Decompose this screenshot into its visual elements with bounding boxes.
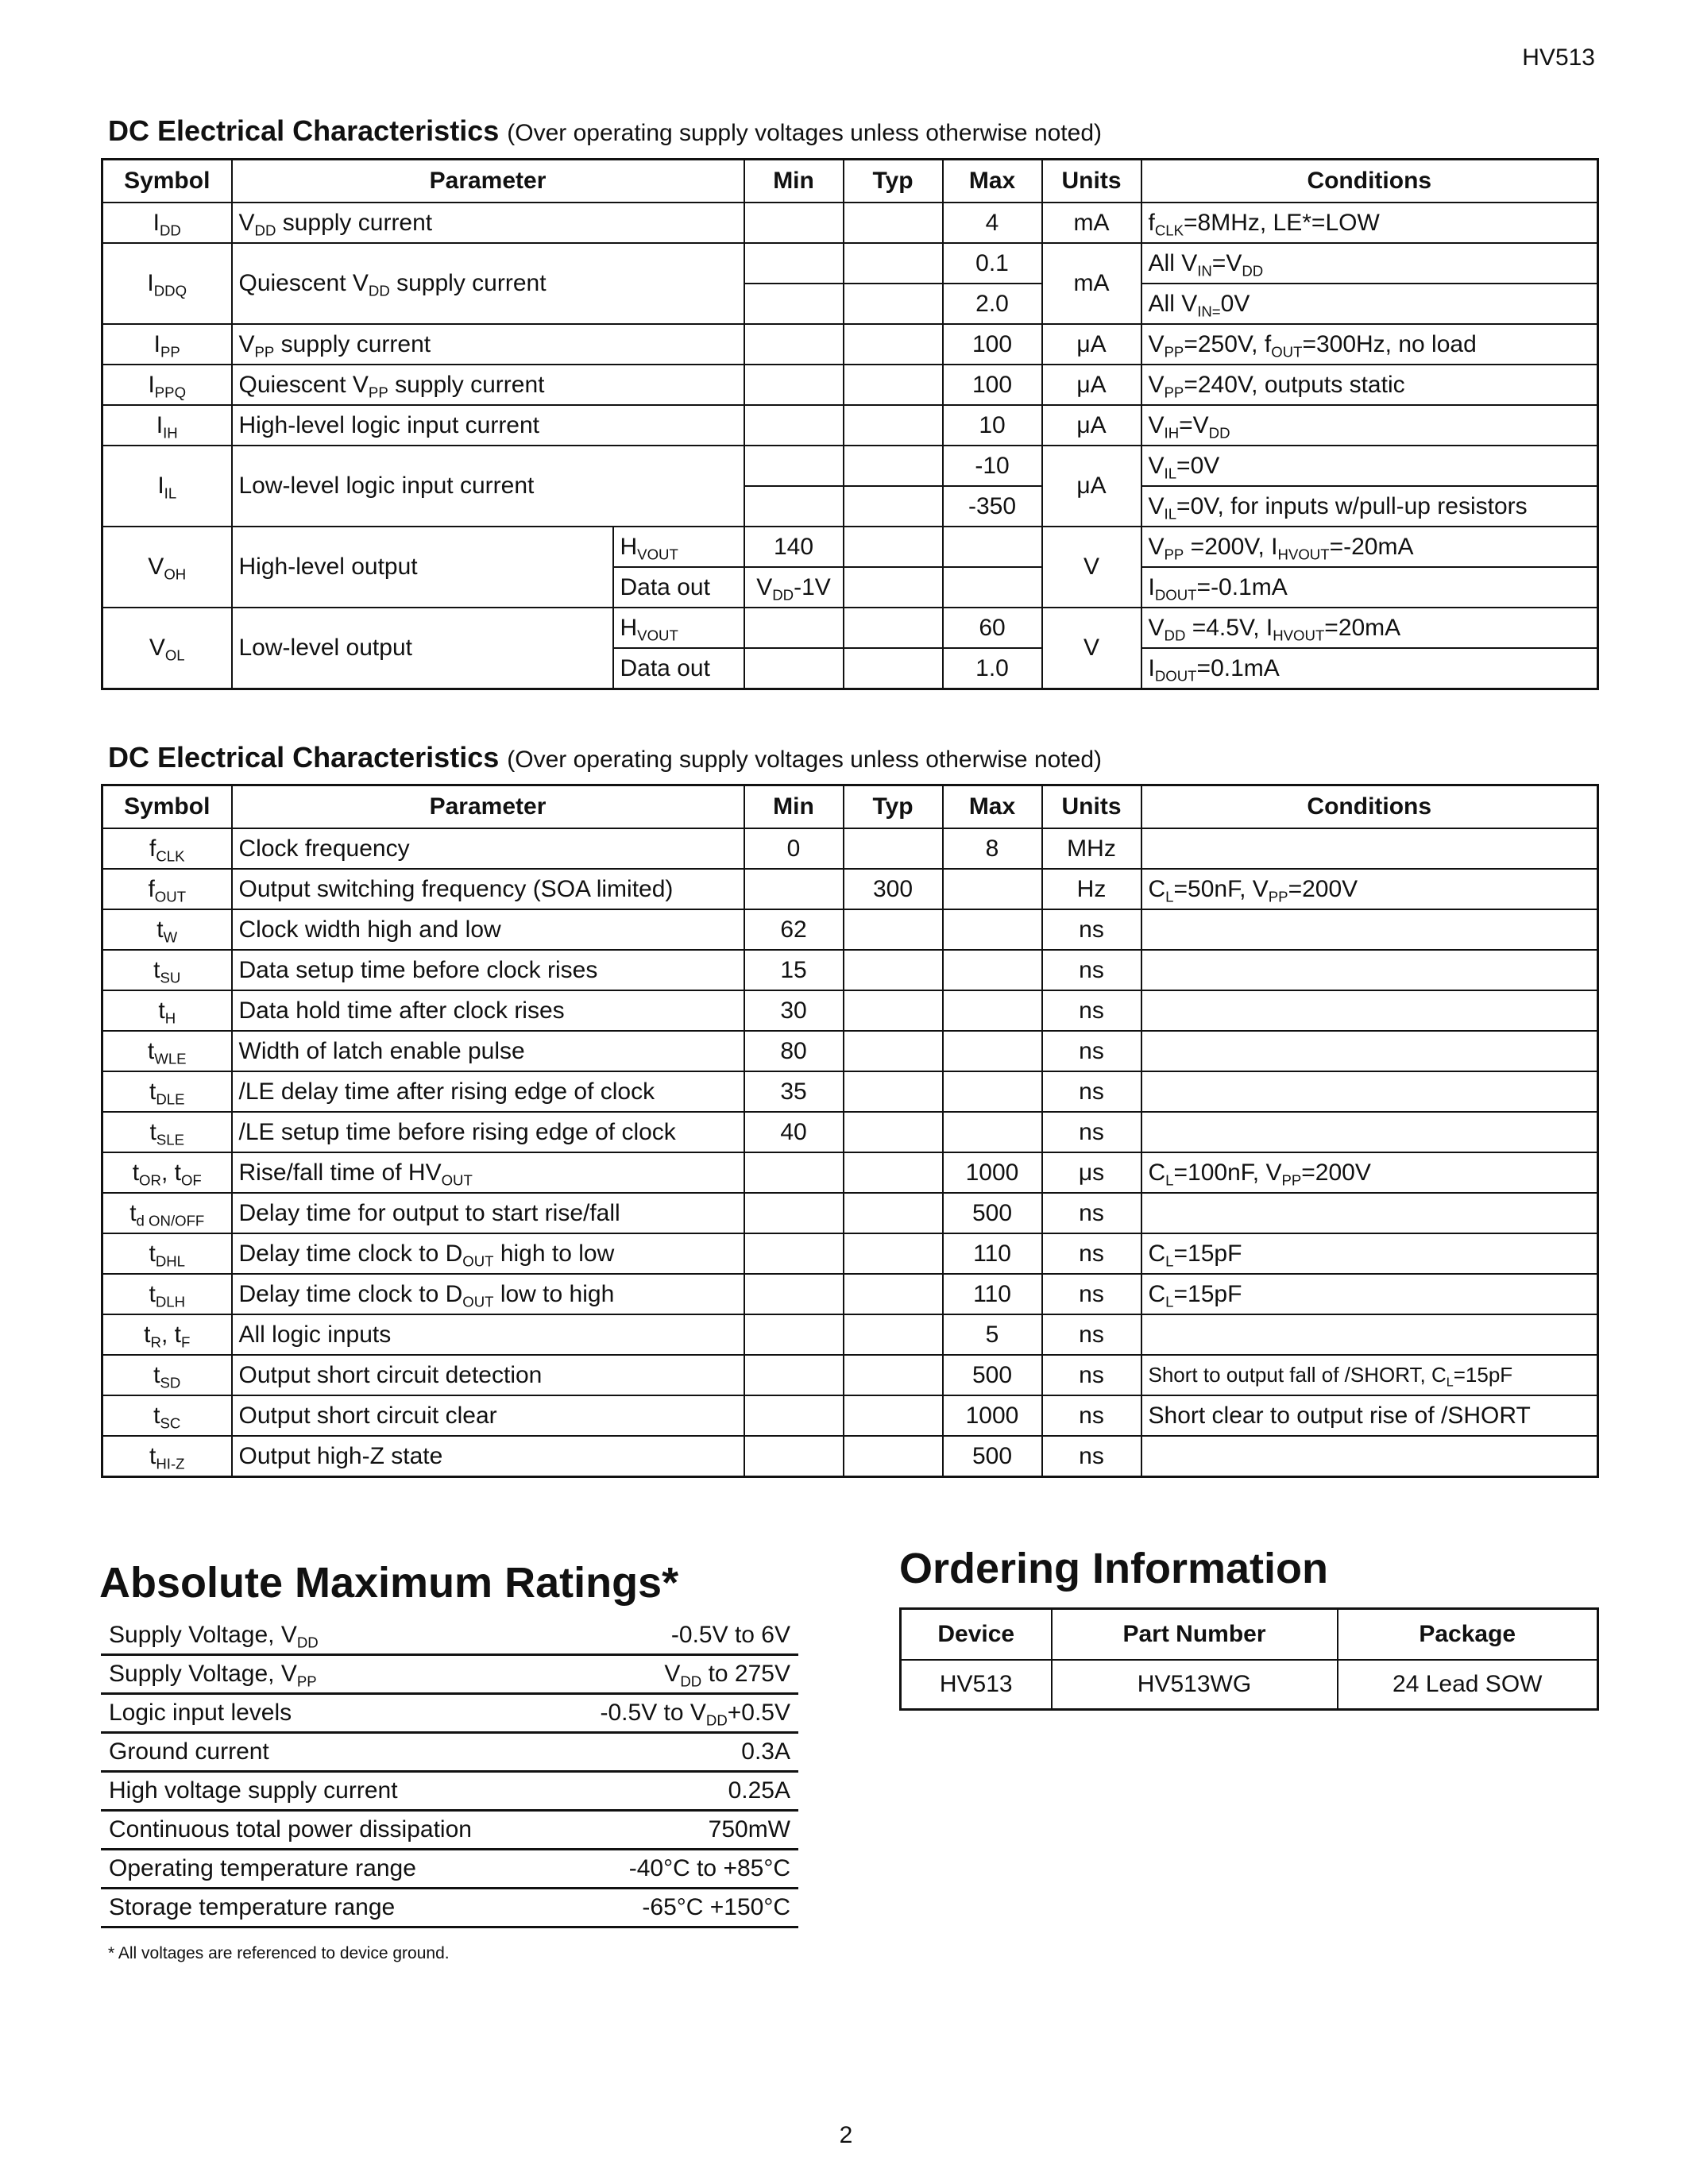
symbol-cell: $I_{PPQ}$	[102, 365, 232, 405]
min-cell	[744, 284, 844, 324]
table-row	[102, 243, 1598, 284]
dc1-col-min: Min	[744, 160, 844, 203]
typ-cell	[844, 1274, 943, 1314]
ordering-col-package: Package	[1338, 1609, 1598, 1661]
absolute-maximum-ratings-title: Absolute Maximum Ratings*	[99, 1559, 679, 1607]
table-row	[102, 990, 1598, 1031]
parameter-cell: Low-level output	[232, 608, 613, 689]
table-row	[102, 828, 1598, 869]
typ-cell	[844, 608, 943, 648]
rating-label: High voltage supply current	[101, 1772, 553, 1811]
conditions-cell: $V_{IL}=0V$	[1141, 446, 1598, 486]
dc1-col-max: Max	[943, 160, 1042, 203]
typ-cell	[844, 648, 943, 689]
conditions-cell	[1141, 1314, 1598, 1355]
table-row	[101, 1655, 798, 1694]
dc1-title-text: DC Electrical Characteristics	[108, 114, 500, 147]
conditions-cell: $V_{PP}=250V$, $f_{OUT}=300Hz$, no load	[1141, 324, 1598, 365]
symbol-cell: $I_{DDQ}$	[102, 243, 232, 324]
ordering-information-table	[899, 1607, 1599, 1711]
max-cell: 2.0	[943, 284, 1042, 324]
symbol-cell: $f_{CLK}$	[102, 828, 232, 869]
absolute-maximum-ratings-table	[101, 1617, 798, 1928]
units-cell: Hz	[1042, 869, 1141, 909]
sub-parameter-cell: $H_{VOUT}$	[613, 527, 744, 567]
table-row	[102, 1314, 1598, 1355]
dc2-col-max: Max	[943, 785, 1042, 829]
ordering-col-part-number: Part Number	[1052, 1609, 1338, 1661]
max-cell	[943, 869, 1042, 909]
dc2-title-text: DC Electrical Characteristics	[108, 741, 500, 774]
package-cell: 24 Lead SOW	[1338, 1660, 1598, 1710]
min-cell	[744, 1436, 844, 1477]
min-cell	[744, 1314, 844, 1355]
conditions-cell: $V_{IL}=0V$, for inputs w/pull-up resistors	[1141, 486, 1598, 527]
parameter-cell: Delay time for output to start rise/fall	[232, 1193, 744, 1233]
min-cell: 0	[744, 828, 844, 869]
dc2-title-note: (Over operating supply voltages unless otherwise noted)	[507, 747, 1103, 773]
typ-cell	[844, 990, 943, 1031]
symbol-cell: $t_{SU}$	[102, 950, 232, 990]
table-row	[102, 1436, 1598, 1477]
typ-cell: 300	[844, 869, 943, 909]
table-row	[102, 608, 1598, 648]
min-cell: 30	[744, 990, 844, 1031]
dc2-table	[101, 784, 1599, 1478]
dc1-table	[101, 158, 1599, 690]
units-cell: ns	[1042, 1071, 1141, 1112]
typ-cell	[844, 828, 943, 869]
conditions-cell: All $V_{IN=}0V$	[1141, 284, 1598, 324]
rating-value: -0.5V to $V_{DD}+0.5V$	[553, 1694, 798, 1733]
parameter-cell: Output high-Z state	[232, 1436, 744, 1477]
units-cell: mA	[1042, 243, 1141, 324]
dc1-title-note: (Over operating supply voltages unless otherwise noted)	[507, 120, 1103, 146]
symbol-cell: $I_{IH}$	[102, 405, 232, 446]
min-cell	[744, 365, 844, 405]
min-cell	[744, 869, 844, 909]
table-row	[101, 1733, 798, 1772]
symbol-cell: $t_R$, $t_F$	[102, 1314, 232, 1355]
table-row	[101, 1811, 798, 1850]
parameter-cell: $V_{DD}$ supply current	[232, 203, 744, 243]
parameter-cell: Output switching frequency (SOA limited)	[232, 869, 744, 909]
symbol-cell: $t_{DLE}$	[102, 1071, 232, 1112]
parameter-cell: Low-level logic input current	[232, 446, 744, 527]
sub-parameter-cell: $H_{VOUT}$	[613, 608, 744, 648]
dc1-col-parameter: Parameter	[232, 160, 744, 203]
max-cell: 1000	[943, 1395, 1042, 1436]
max-cell: -350	[943, 486, 1042, 527]
max-cell	[943, 909, 1042, 950]
conditions-cell	[1141, 1071, 1598, 1112]
parameter-cell: All logic inputs	[232, 1314, 744, 1355]
typ-cell	[844, 486, 943, 527]
units-cell: ns	[1042, 1274, 1141, 1314]
typ-cell	[844, 527, 943, 567]
units-cell: ns	[1042, 1314, 1141, 1355]
parameter-cell: Data setup time before clock rises	[232, 950, 744, 990]
parameter-cell: Width of latch enable pulse	[232, 1031, 744, 1071]
typ-cell	[844, 1193, 943, 1233]
parameter-cell: Rise/fall time of $HV_{OUT}$	[232, 1152, 744, 1193]
min-cell: 62	[744, 909, 844, 950]
conditions-cell: $I_{DOUT}=-0.1mA$	[1141, 567, 1598, 608]
max-cell: 500	[943, 1355, 1042, 1395]
conditions-cell: $C_L=15pF$	[1141, 1233, 1598, 1274]
conditions-cell: $V_{IH}=V_{DD}$	[1141, 405, 1598, 446]
typ-cell	[844, 324, 943, 365]
conditions-cell	[1141, 1112, 1598, 1152]
table-row	[102, 365, 1598, 405]
max-cell: 1000	[943, 1152, 1042, 1193]
conditions-cell	[1141, 909, 1598, 950]
units-cell: μA	[1042, 405, 1141, 446]
parameter-cell: /LE setup time before rising edge of clock	[232, 1112, 744, 1152]
rating-label: Storage temperature range	[101, 1889, 553, 1927]
ordering-col-device: Device	[901, 1609, 1052, 1661]
max-cell: -10	[943, 446, 1042, 486]
dc2-col-typ: Typ	[844, 785, 943, 829]
dc1-col-symbol: Symbol	[102, 160, 232, 203]
rating-value: 750mW	[553, 1811, 798, 1850]
conditions-cell: Short clear to output rise of /SHORT	[1141, 1395, 1598, 1436]
units-cell: μs	[1042, 1152, 1141, 1193]
typ-cell	[844, 1314, 943, 1355]
symbol-cell: $I_{DD}$	[102, 203, 232, 243]
dc2-col-parameter: Parameter	[232, 785, 744, 829]
max-cell	[943, 950, 1042, 990]
symbol-cell: $t_{DLH}$	[102, 1274, 232, 1314]
max-cell: 4	[943, 203, 1042, 243]
max-cell	[943, 567, 1042, 608]
dc1-col-typ: Typ	[844, 160, 943, 203]
min-cell: 35	[744, 1071, 844, 1112]
typ-cell	[844, 1152, 943, 1193]
table-row	[102, 405, 1598, 446]
dc2-header-row	[102, 785, 1598, 829]
rating-label: Logic input levels	[101, 1694, 553, 1733]
min-cell	[744, 1274, 844, 1314]
units-cell: ns	[1042, 990, 1141, 1031]
min-cell	[744, 608, 844, 648]
ordering-information-title: Ordering Information	[899, 1545, 1328, 1592]
symbol-cell: $t_{SLE}$	[102, 1112, 232, 1152]
rating-label: Ground current	[101, 1733, 553, 1772]
min-cell	[744, 1355, 844, 1395]
dc1-col-conditions: Conditions	[1141, 160, 1598, 203]
rating-value: -40°C to +85°C	[553, 1850, 798, 1889]
ratings-footnote: * All voltages are referenced to device ground.	[108, 1944, 450, 1962]
min-cell	[744, 1193, 844, 1233]
symbol-cell: $V_{OH}$	[102, 527, 232, 608]
units-cell: ns	[1042, 950, 1141, 990]
typ-cell	[844, 1233, 943, 1274]
symbol-cell: $t_{d ON/OFF}$	[102, 1193, 232, 1233]
rating-label: Supply Voltage, $V_{PP}$	[101, 1655, 553, 1694]
dc2-col-units: Units	[1042, 785, 1141, 829]
part-number-cell: HV513WG	[1052, 1660, 1338, 1710]
sub-parameter-cell: Data out	[613, 567, 744, 608]
typ-cell	[844, 405, 943, 446]
units-cell: MHz	[1042, 828, 1141, 869]
min-cell	[744, 1395, 844, 1436]
conditions-cell: $I_{DOUT}=0.1mA$	[1141, 648, 1598, 689]
conditions-cell: $C_L=50nF$, $V_{PP}=200V$	[1141, 869, 1598, 909]
table-row	[102, 1233, 1598, 1274]
rating-value: 0.3A	[553, 1733, 798, 1772]
typ-cell	[844, 243, 943, 284]
table-row	[102, 1152, 1598, 1193]
max-cell: 1.0	[943, 648, 1042, 689]
conditions-cell	[1141, 1436, 1598, 1477]
conditions-cell: $V_{PP} =200V$, $I_{HVOUT}=-20mA$	[1141, 527, 1598, 567]
typ-cell	[844, 1355, 943, 1395]
parameter-cell: Quiescent $V_{DD}$ supply current	[232, 243, 744, 324]
parameter-cell: Delay time clock to $D_{OUT}$ high to low	[232, 1233, 744, 1274]
table-row	[102, 950, 1598, 990]
min-cell	[744, 405, 844, 446]
conditions-cell: $V_{PP}=240V$, outputs static	[1141, 365, 1598, 405]
max-cell: 500	[943, 1436, 1042, 1477]
typ-cell	[844, 1112, 943, 1152]
typ-cell	[844, 1395, 943, 1436]
conditions-cell	[1141, 1193, 1598, 1233]
symbol-cell: $f_{OUT}$	[102, 869, 232, 909]
conditions-cell: $V_{DD} =4.5V$, $I_{HVOUT}=20mA$	[1141, 608, 1598, 648]
dc1-header-row	[102, 160, 1598, 203]
units-cell: V	[1042, 527, 1141, 608]
units-cell: ns	[1042, 1233, 1141, 1274]
max-cell: 500	[943, 1193, 1042, 1233]
rating-value: -65°C +150°C	[553, 1889, 798, 1927]
typ-cell	[844, 203, 943, 243]
conditions-cell: $f_{CLK}=8MHz$, LE*=LOW	[1141, 203, 1598, 243]
table-row	[101, 1772, 798, 1811]
parameter-cell: Delay time clock to $D_{OUT}$ low to high	[232, 1274, 744, 1314]
min-cell: 140	[744, 527, 844, 567]
symbol-cell: $t_W$	[102, 909, 232, 950]
rating-label: Continuous total power dissipation	[101, 1811, 553, 1850]
typ-cell	[844, 1436, 943, 1477]
max-cell: 10	[943, 405, 1042, 446]
typ-cell	[844, 446, 943, 486]
symbol-cell: $t_H$	[102, 990, 232, 1031]
rating-label: Supply Voltage, $V_{DD}$	[101, 1617, 553, 1655]
document-id: HV513	[1522, 44, 1595, 71]
conditions-cell: Short to output fall of /SHORT, $C_L=15pF$	[1141, 1355, 1598, 1395]
max-cell	[943, 1112, 1042, 1152]
symbol-cell: $t_{DHL}$	[102, 1233, 232, 1274]
units-cell: ns	[1042, 1112, 1141, 1152]
parameter-cell: Output short circuit detection	[232, 1355, 744, 1395]
max-cell: 110	[943, 1274, 1042, 1314]
parameter-cell: Data hold time after clock rises	[232, 990, 744, 1031]
parameter-cell: /LE delay time after rising edge of clock	[232, 1071, 744, 1112]
parameter-cell: Quiescent $V_{PP}$ supply current	[232, 365, 744, 405]
min-cell	[744, 446, 844, 486]
symbol-cell: $V_{OL}$	[102, 608, 232, 689]
typ-cell	[844, 909, 943, 950]
symbol-cell: $t_{HI-Z}$	[102, 1436, 232, 1477]
conditions-cell	[1141, 990, 1598, 1031]
max-cell	[943, 1071, 1042, 1112]
table-row	[102, 869, 1598, 909]
max-cell	[943, 990, 1042, 1031]
max-cell: 110	[943, 1233, 1042, 1274]
typ-cell	[844, 1031, 943, 1071]
rating-value: -0.5V to 6V	[553, 1617, 798, 1655]
typ-cell	[844, 284, 943, 324]
max-cell: 8	[943, 828, 1042, 869]
parameter-cell: Clock width high and low	[232, 909, 744, 950]
units-cell: μA	[1042, 365, 1141, 405]
symbol-cell: $t_{OR}$, $t_{OF}$	[102, 1152, 232, 1193]
table-row	[101, 1889, 798, 1927]
min-cell	[744, 1152, 844, 1193]
table-row	[101, 1617, 798, 1655]
units-cell: ns	[1042, 1355, 1141, 1395]
table-row	[102, 1355, 1598, 1395]
table-row	[102, 1031, 1598, 1071]
table-row	[102, 1193, 1598, 1233]
units-cell: ns	[1042, 1436, 1141, 1477]
units-cell: μA	[1042, 324, 1141, 365]
symbol-cell: $t_{WLE}$	[102, 1031, 232, 1071]
table-row	[102, 909, 1598, 950]
table-row	[102, 203, 1598, 243]
symbol-cell: $t_{SD}$	[102, 1355, 232, 1395]
table-row	[102, 1112, 1598, 1152]
conditions-cell: $C_L=15pF$	[1141, 1274, 1598, 1314]
max-cell: 100	[943, 324, 1042, 365]
typ-cell	[844, 567, 943, 608]
rating-label: Operating temperature range	[101, 1850, 553, 1889]
table-row	[102, 1395, 1598, 1436]
dc1-title	[108, 114, 1102, 148]
typ-cell	[844, 1071, 943, 1112]
max-cell: 5	[943, 1314, 1042, 1355]
min-cell: 80	[744, 1031, 844, 1071]
units-cell: V	[1042, 608, 1141, 689]
typ-cell	[844, 950, 943, 990]
conditions-cell	[1141, 950, 1598, 990]
conditions-cell: All $V_{IN}=V_{DD}$	[1141, 243, 1598, 284]
table-row	[101, 1850, 798, 1889]
max-cell: 0.1	[943, 243, 1042, 284]
units-cell: μA	[1042, 446, 1141, 527]
max-cell	[943, 1031, 1042, 1071]
symbol-cell: $I_{IL}$	[102, 446, 232, 527]
symbol-cell: $t_{SC}$	[102, 1395, 232, 1436]
max-cell	[943, 527, 1042, 567]
dc2-col-conditions: Conditions	[1141, 785, 1598, 829]
sub-parameter-cell: Data out	[613, 648, 744, 689]
device-cell: HV513	[901, 1660, 1052, 1710]
units-cell: mA	[1042, 203, 1141, 243]
dc2-col-min: Min	[744, 785, 844, 829]
dc1-col-units: Units	[1042, 160, 1141, 203]
min-cell	[744, 648, 844, 689]
dc2-col-symbol: Symbol	[102, 785, 232, 829]
table-row	[102, 1274, 1598, 1314]
min-cell	[744, 486, 844, 527]
min-cell: 40	[744, 1112, 844, 1152]
parameter-cell: $V_{PP}$ supply current	[232, 324, 744, 365]
page-number: 2	[839, 2122, 853, 2148]
parameter-cell: High-level output	[232, 527, 613, 608]
units-cell: ns	[1042, 1395, 1141, 1436]
conditions-cell: $C_L=100nF$, $V_{PP}=200V$	[1141, 1152, 1598, 1193]
min-cell	[744, 243, 844, 284]
table-row	[102, 1071, 1598, 1112]
conditions-cell	[1141, 828, 1598, 869]
min-cell	[744, 324, 844, 365]
table-row	[102, 446, 1598, 486]
min-cell	[744, 1233, 844, 1274]
ordering-header-row	[901, 1609, 1598, 1661]
dc2-title	[108, 741, 1102, 774]
symbol-cell: $I_{PP}$	[102, 324, 232, 365]
rating-value: 0.25A	[553, 1772, 798, 1811]
table-row	[102, 527, 1598, 567]
parameter-cell: Output short circuit clear	[232, 1395, 744, 1436]
parameter-cell: Clock frequency	[232, 828, 744, 869]
parameter-cell: High-level logic input current	[232, 405, 744, 446]
max-cell: 100	[943, 365, 1042, 405]
conditions-cell	[1141, 1031, 1598, 1071]
units-cell: ns	[1042, 1193, 1141, 1233]
table-row	[102, 324, 1598, 365]
min-cell	[744, 203, 844, 243]
max-cell: 60	[943, 608, 1042, 648]
table-row	[901, 1660, 1598, 1710]
rating-value: $V_{DD}$ to 275V	[553, 1655, 798, 1694]
units-cell: ns	[1042, 909, 1141, 950]
units-cell: ns	[1042, 1031, 1141, 1071]
min-cell: 15	[744, 950, 844, 990]
typ-cell	[844, 365, 943, 405]
min-cell: $V_{DD}-1V$	[744, 567, 844, 608]
table-row	[101, 1694, 798, 1733]
